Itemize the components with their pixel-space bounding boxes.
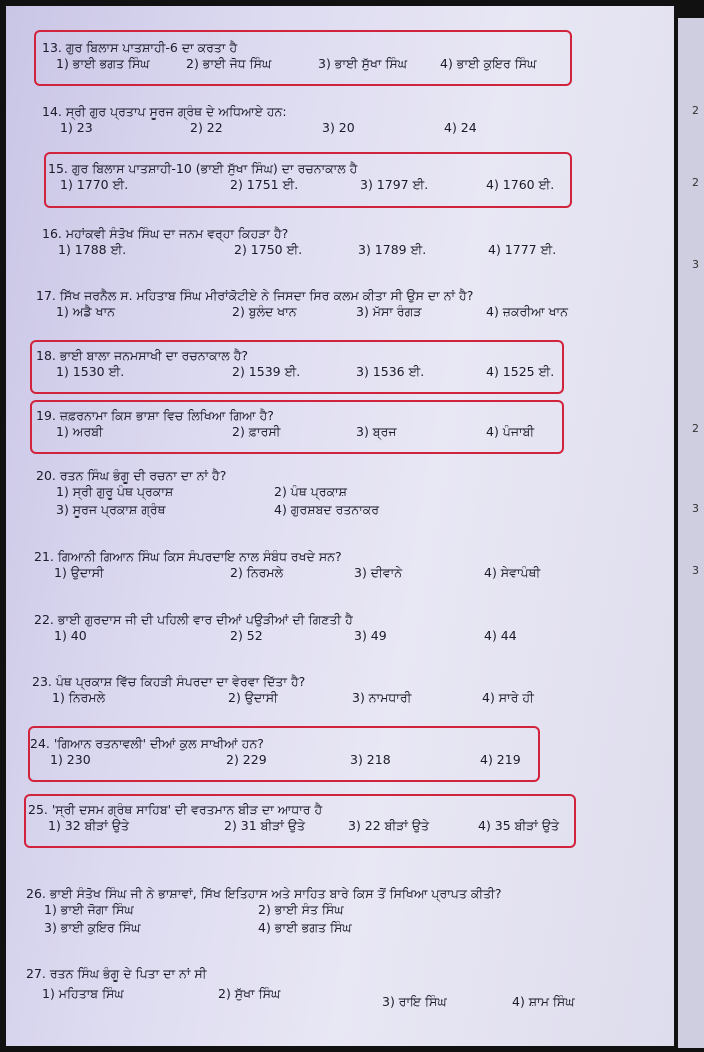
option-3: 3) ਰਾਇ ਸਿੰਘ [382, 994, 447, 1009]
option-1: 1) ਅਰਬੀ [56, 424, 103, 439]
option-2: 2) ਬੁਲੰਦ ਖਾਨ [232, 304, 297, 319]
option-3: 3) 22 ਬੀੜਾਂ ਉਤੇ [348, 818, 429, 833]
option-3: 3) ਭਾਈ ਕੁਇਰ ਸਿੰਘ [44, 920, 141, 935]
option-1: 1) 32 ਬੀੜਾਂ ਉਤੇ [48, 818, 129, 833]
question-text: 27. ਰਤਨ ਸਿੰਘ ਭੰਗੂ ਦੇ ਪਿਤਾ ਦਾ ਨਾਂ ਸੀ [26, 966, 207, 981]
question-text: 14. ਸ੍ਰੀ ਗੁਰ ਪ੍ਰਤਾਪ ਸੂਰਜ ਗ੍ਰੰਥ ਦੇ ਅਧਿਆਏ ਹਨ: [42, 104, 287, 119]
margin-number: 2 [692, 422, 699, 435]
question-18 [36, 348, 555, 382]
question-13 [42, 40, 537, 74]
question-text: 20. ਰਤਨ ਸਿੰਘ ਭੰਗੂ ਦੀ ਰਚਨਾ ਦਾ ਨਾਂ ਹੈ? [36, 468, 227, 483]
margin-number: 3 [692, 564, 699, 577]
option-4: 4) ਸੇਵਾਪੰਥੀ [484, 565, 541, 580]
option-3: 3) ਬ੍ਰਜ [356, 424, 397, 439]
option-3: 3) ਨਾਮਧਾਰੀ [352, 690, 412, 705]
question-text: 22. ਭਾਈ ਗੁਰਦਾਸ ਜੀ ਦੀ ਪਹਿਲੀ ਵਾਰ ਦੀਆਂ ਪਉੜੀਆਂ ਦੀ ਗਿਣਤੀ ਹੈ [34, 612, 353, 627]
question-text: 17. ਸਿੱਖ ਜਰਨੈਲ ਸ. ਮਹਿਤਾਬ ਸਿੰਘ ਮੀਰਾਂਕੋਟੀਏ ਨੇ ਜਿਸਦਾ ਸਿਰ ਕਲਮ ਕੀਤਾ ਸੀ ਉਸ ਦਾ ਨਾਂ ਹੈ? [36, 288, 474, 303]
option-1: 1) ਮਹਿਤਾਬ ਸਿੰਘ [42, 986, 124, 1001]
option-3: 3) ਦੀਵਾਨੇ [354, 565, 403, 580]
question-text: 16. ਮਹਾਂਕਵੀ ਸੰਤੋਖ ਸਿੰਘ ਦਾ ਜਨਮ ਵਰ੍ਹਾ ਕਿਹੜਾ ਹੈ? [42, 226, 289, 241]
option-4: 4) 219 [480, 752, 521, 767]
option-1: 1) ਨਿਰਮਲੇ [52, 690, 106, 705]
question-22 [34, 612, 517, 646]
option-3: 3) 218 [350, 752, 391, 767]
option-4: 4) ਗੁਰਸ਼ਬਦ ਰਤਨਾਕਰ [274, 502, 380, 517]
question-14 [42, 104, 477, 138]
option-4: 4) 24 [444, 120, 477, 135]
option-1: 1) ਭਾਈ ਜੋਗਾ ਸਿੰਘ [44, 902, 134, 917]
question-text: 23. ਪੰਥ ਪ੍ਰਕਾਸ਼ ਵਿੱਚ ਕਿਹੜੀ ਸੰਪਰਦਾ ਦਾ ਵੇਰਵਾ ਦਿੱਤਾ ਹੈ? [32, 674, 306, 689]
question-16 [42, 226, 557, 260]
option-2: 2) ਸੁੱਖਾ ਸਿੰਘ [218, 986, 281, 1001]
question-23 [32, 674, 534, 708]
option-3: 3) 1789 ਈ. [358, 242, 427, 257]
option-2: 2) 31 ਬੀੜਾਂ ਉਤੇ [224, 818, 305, 833]
question-25 [28, 802, 559, 836]
option-1: 1) 40 [54, 628, 87, 643]
option-1: 1) ਉਦਾਸੀ [54, 565, 104, 580]
question-24 [30, 736, 521, 770]
option-4: 4) 1525 ਈ. [486, 364, 555, 379]
option-4: 4) ਸਾਰੇ ਹੀ [482, 690, 534, 705]
option-1: 1) ਅਡੈ ਖਾਨ [56, 304, 115, 319]
option-4: 4) 35 ਬੀੜਾਂ ਉਤੇ [478, 818, 559, 833]
option-3: 3) 1797 ਈ. [360, 177, 429, 192]
option-2: 2) ਉਦਾਸੀ [228, 690, 278, 705]
question-27 [26, 966, 575, 1012]
option-1: 1) 1530 ਈ. [56, 364, 125, 379]
question-text: 19. ਜ਼ਫ਼ਰਨਾਮਾ ਕਿਸ ਭਾਸ਼ਾ ਵਿਚ ਲਿਖਿਆ ਗਿਆ ਹੈ? [36, 408, 274, 423]
margin-number: 3 [692, 502, 699, 515]
question-text: 13. ਗੁਰ ਬਿਲਾਸ ਪਾਤਸ਼ਾਹੀ-6 ਦਾ ਕਰਤਾ ਹੈ [42, 40, 238, 55]
option-4: 4) 1760 ਈ. [486, 177, 555, 192]
question-text: 18. ਭਾਈ ਬਾਲਾ ਜਨਮਸਾਖੀ ਦਾ ਰਚਨਾਕਾਲ ਹੈ? [36, 348, 249, 363]
question-text: 21. ਗਿਆਨੀ ਗਿਆਨ ਸਿੰਘ ਕਿਸ ਸੰਪਰਦਾਇ ਨਾਲ ਸੰਬੰਧ ਰਖਦੇ ਸਨ? [34, 549, 342, 564]
option-3: 3) 20 [322, 120, 355, 135]
option-4: 4) 1777 ਈ. [488, 242, 557, 257]
option-4: 4) ਸ਼ਾਮ ਸਿੰਘ [512, 994, 575, 1009]
question-text: 15. ਗੁਰ ਬਿਲਾਸ ਪਾਤਸ਼ਾਹੀ-10 (ਭਾਈ ਸੁੱਖਾ ਸਿੰਘ) ਦਾ ਰਚਨਾਕਾਲ ਹੈ [48, 161, 358, 176]
option-2: 2) 1750 ਈ. [234, 242, 303, 257]
question-17 [36, 288, 568, 322]
option-3: 3) 1536 ਈ. [356, 364, 425, 379]
option-2: 2) ਭਾਈ ਸੰਤ ਸਿੰਘ [258, 902, 344, 917]
option-3: 3) ਭਾਈ ਸੁੱਖਾ ਸਿੰਘ [318, 56, 408, 71]
option-1: 1) ਭਾਈ ਭਗਤ ਸਿੰਘ [56, 56, 150, 71]
option-4: 4) 44 [484, 628, 517, 643]
option-4: 4) ਜ਼ਕਰੀਆ ਖਾਨ [486, 304, 568, 319]
question-text: 24. 'ਗਿਆਨ ਰਤਨਾਵਲੀ' ਦੀਆਂ ਕੁਲ ਸਾਖੀਆਂ ਹਨ? [30, 736, 264, 751]
option-4: 4) ਭਾਈ ਭਗਤ ਸਿੰਘ [258, 920, 352, 935]
question-20 [36, 468, 380, 520]
question-text: 26. ਭਾਈ ਸੰਤੋਖ ਸਿੰਘ ਜੀ ਨੇ ਭਾਸ਼ਾਵਾਂ, ਸਿੱਖ ਇਤਿਹਾਸ ਅਤੇ ਸਾਹਿਤ ਬਾਰੇ ਕਿਸ ਤੋਂ ਸਿਖਿਆ ਪ੍ਰਾਪਤ ਕੀਤੀ? [26, 886, 502, 901]
option-1: 1) ਸ੍ਰੀ ਗੁਰੂ ਪੰਥ ਪ੍ਰਕਾਸ਼ [56, 484, 174, 499]
adjacent-page-edge [678, 18, 704, 1048]
option-1: 1) 1770 ਈ. [60, 177, 129, 192]
option-2: 2) 22 [190, 120, 223, 135]
question-text: 25. 'ਸ੍ਰੀ ਦਸਮ ਗ੍ਰੰਥ ਸਾਹਿਬ' ਦੀ ਵਰਤਮਾਨ ਬੀੜ ਦਾ ਆਧਾਰ ਹੈ [28, 802, 323, 817]
option-1: 1) 23 [60, 120, 93, 135]
margin-number: 3 [692, 258, 699, 271]
option-2: 2) 1751 ਈ. [230, 177, 299, 192]
option-2: 2) ਭਾਈ ਜੋਧ ਸਿੰਘ [186, 56, 272, 71]
margin-number: 2 [692, 176, 699, 189]
option-4: 4) ਪੰਜਾਬੀ [486, 424, 535, 439]
question-15 [48, 161, 555, 195]
option-2: 2) 229 [226, 752, 267, 767]
option-4: 4) ਭਾਈ ਕੁਇਰ ਸਿੰਘ [440, 56, 537, 71]
question-paper [6, 6, 674, 1046]
option-3: 3) ਮੱਸਾ ਰੰਗੜ [356, 304, 422, 319]
option-2: 2) ਨਿਰਮਲੇ [230, 565, 284, 580]
margin-number: 2 [692, 104, 699, 117]
option-2: 2) ਫ਼ਾਰਸੀ [232, 424, 281, 439]
option-2: 2) 52 [230, 628, 263, 643]
option-1: 1) 230 [50, 752, 91, 767]
question-26 [26, 886, 502, 938]
option-1: 1) 1788 ਈ. [58, 242, 127, 257]
question-21 [34, 549, 541, 583]
option-2: 2) ਪੰਥ ਪ੍ਰਕਾਸ਼ [274, 484, 348, 499]
option-3: 3) ਸੂਰਜ ਪ੍ਰਕਾਸ਼ ਗ੍ਰੰਥ [56, 502, 166, 517]
option-3: 3) 49 [354, 628, 387, 643]
option-2: 2) 1539 ਈ. [232, 364, 301, 379]
question-19 [36, 408, 535, 442]
